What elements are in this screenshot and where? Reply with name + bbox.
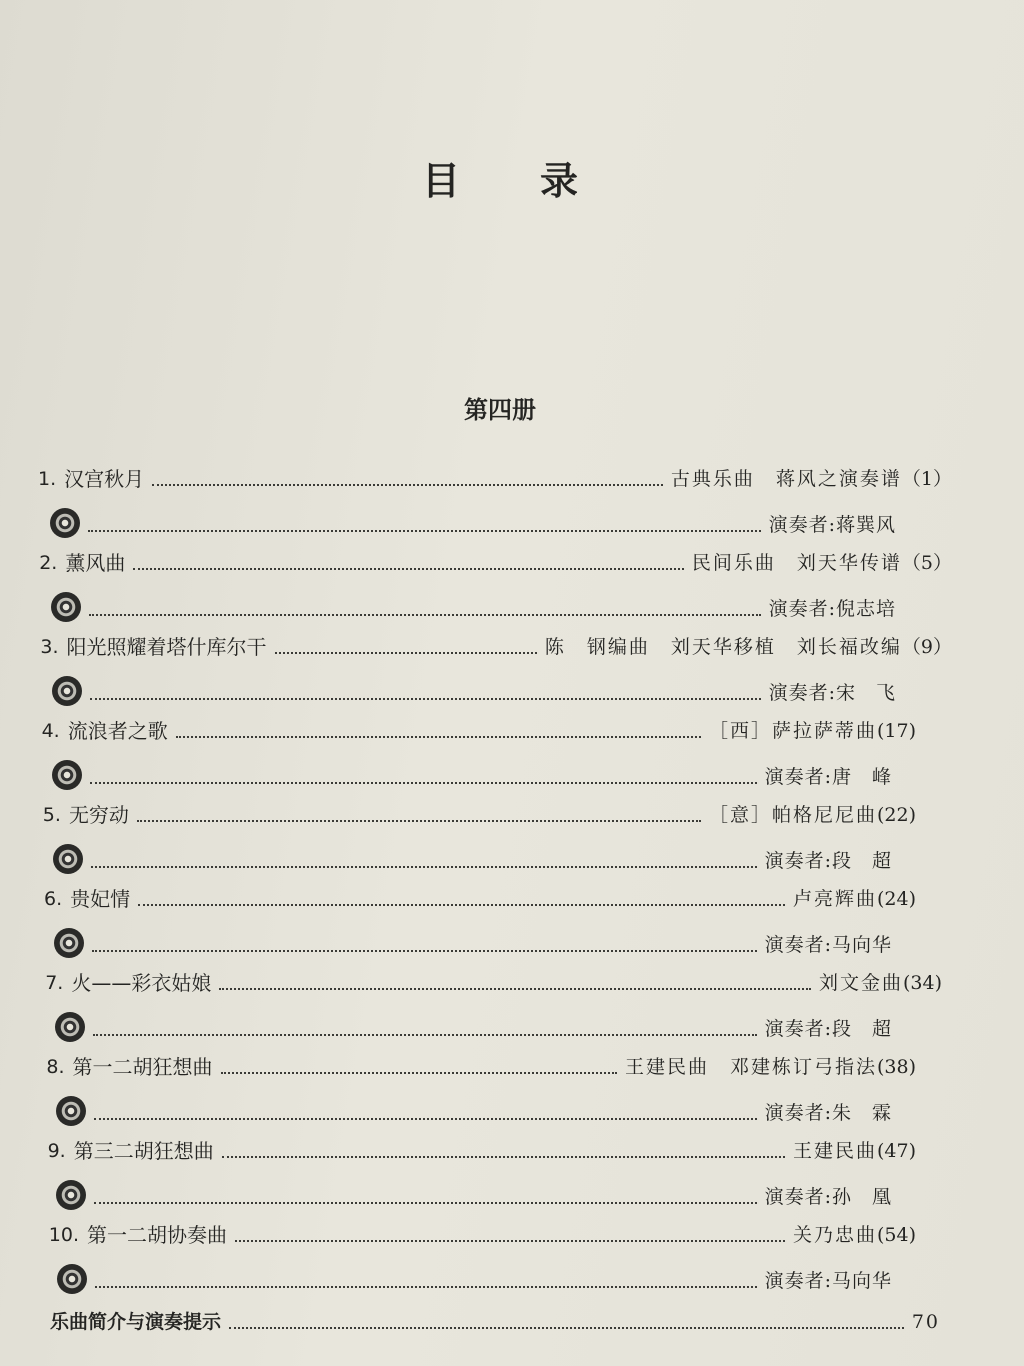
toc-entry[interactable] — [43, 802, 916, 828]
leader-dots — [229, 1327, 904, 1329]
entry-number: 7. — [45, 972, 64, 994]
cd-icon[interactable] — [51, 592, 81, 622]
entry-page: （1） — [901, 468, 952, 490]
entry-title: 第一二胡协奏曲 — [87, 1223, 228, 1247]
toc-entry[interactable] — [40, 634, 952, 660]
performer-row[interactable] — [52, 760, 892, 790]
leader-dots — [138, 904, 785, 906]
entry-number: 2. — [39, 552, 58, 574]
entry-page: （5） — [901, 552, 952, 574]
performer-name: 演奏者:朱 霖 — [764, 1102, 892, 1124]
entry-title: 贵妃情 — [70, 887, 131, 911]
entry-title: 薰风曲 — [65, 551, 126, 575]
entry-title: 汉宫秋月 — [64, 467, 145, 491]
performer-name: 演奏者:宋 飞 — [768, 682, 896, 704]
entry-credit: 民间乐曲 刘天华传谱（5） — [691, 552, 952, 574]
leader-dots — [94, 1118, 757, 1120]
leader-dots — [137, 820, 701, 822]
entry-page: (38) — [876, 1056, 916, 1078]
entry-credit: 刘文金曲(34) — [818, 972, 942, 994]
toc-entry[interactable] — [48, 1138, 916, 1164]
entry-number: 4. — [41, 720, 60, 742]
leader-dots — [90, 782, 756, 784]
toc-entry[interactable] — [39, 550, 952, 576]
footer-page: 70 — [911, 1311, 940, 1333]
toc-entry[interactable] — [45, 970, 942, 996]
entry-credit: 卢亮辉曲(24) — [792, 888, 916, 910]
leader-dots — [92, 950, 757, 952]
performer-row[interactable] — [56, 1096, 892, 1126]
leader-dots — [93, 1034, 757, 1036]
cd-icon[interactable] — [54, 928, 84, 958]
entry-credit: ［西］萨拉萨蒂曲(17) — [708, 720, 916, 742]
entry-title: 第三二胡狂想曲 — [73, 1139, 214, 1163]
entry-title: 火——彩衣姑娘 — [71, 971, 212, 995]
entry-title: 第一二胡狂想曲 — [72, 1055, 213, 1079]
performer-name: 演奏者:蒋巽风 — [768, 514, 896, 536]
performer-row[interactable] — [52, 676, 896, 706]
leader-dots — [88, 530, 761, 532]
entry-credit: 关乃忠曲(54) — [792, 1224, 916, 1246]
performer-row[interactable] — [57, 1264, 892, 1294]
leader-dots — [133, 568, 684, 570]
leader-dots — [94, 1202, 756, 1204]
entry-page: (34) — [902, 972, 942, 994]
cd-icon[interactable] — [50, 508, 80, 538]
performer-name: 演奏者:段 超 — [764, 850, 892, 872]
cd-icon[interactable] — [52, 760, 82, 790]
entry-number: 8. — [46, 1056, 65, 1078]
cd-icon[interactable] — [56, 1180, 86, 1210]
entry-credit: 王建民曲 邓建栋订弓指法(38) — [624, 1056, 916, 1078]
leader-dots — [219, 988, 811, 990]
cd-icon[interactable] — [57, 1264, 87, 1294]
toc-entry[interactable] — [38, 466, 952, 492]
entry-page: (47) — [876, 1140, 916, 1162]
cd-icon[interactable] — [56, 1096, 86, 1126]
performer-name: 演奏者:唐 峰 — [764, 766, 892, 788]
performer-row[interactable] — [50, 508, 896, 538]
performer-row[interactable] — [56, 1180, 892, 1210]
entry-title: 阳光照耀着塔什库尔干 — [66, 635, 267, 659]
entry-credit: ［意］帕格尼尼曲(22) — [708, 804, 916, 826]
leader-dots — [176, 736, 701, 738]
leader-dots — [222, 1156, 785, 1158]
title-char-left: 目 — [421, 159, 460, 203]
performer-name: 演奏者:倪志培 — [768, 598, 896, 620]
performer-row[interactable] — [53, 844, 892, 874]
performer-name: 演奏者:孙 凰 — [764, 1186, 892, 1208]
leader-dots — [152, 484, 663, 486]
leader-dots — [89, 614, 761, 616]
entry-number: 3. — [40, 636, 59, 658]
entry-title: 无穷动 — [68, 803, 129, 827]
leader-dots — [95, 1286, 756, 1288]
cd-icon[interactable] — [52, 676, 82, 706]
toc-entry[interactable] — [46, 1054, 916, 1080]
entry-number: 1. — [38, 468, 57, 490]
entry-title: 流浪者之歌 — [67, 719, 168, 743]
performer-name: 演奏者:马向华 — [764, 1270, 892, 1292]
entry-credit: 王建民曲(47) — [792, 1140, 916, 1162]
entry-number: 9. — [47, 1140, 66, 1162]
leader-dots — [221, 1072, 617, 1074]
entry-page: (24) — [876, 888, 916, 910]
performer-name: 演奏者:马向华 — [764, 934, 892, 956]
leader-dots — [90, 698, 761, 700]
toc-entry[interactable] — [44, 886, 916, 912]
entry-number: 10. — [48, 1224, 80, 1246]
entry-number: 6. — [44, 888, 63, 910]
entry-number: 5. — [42, 804, 61, 826]
performer-row[interactable] — [55, 1012, 892, 1042]
title-char-right: 录 — [540, 159, 579, 203]
entry-page: (17) — [876, 720, 916, 742]
leader-dots — [91, 866, 756, 868]
leader-dots — [235, 1240, 785, 1242]
performer-row[interactable] — [54, 928, 892, 958]
performer-row[interactable] — [51, 592, 896, 622]
toc-entry[interactable] — [49, 1222, 916, 1248]
entry-credit: 陈 钢编曲 刘天华移植 刘长福改编（9） — [544, 636, 952, 658]
footer-title: 乐曲简介与演奏提示 — [50, 1311, 222, 1333]
entry-page: (54) — [876, 1224, 916, 1246]
leader-dots — [275, 652, 537, 654]
volume-title: 第四册 — [464, 396, 536, 424]
toc-entry[interactable] — [42, 718, 916, 744]
entry-page: (22) — [876, 804, 916, 826]
page-title — [0, 150, 1000, 205]
cd-icon[interactable] — [55, 1012, 85, 1042]
cd-icon[interactable] — [53, 844, 83, 874]
toc-footer-entry[interactable] — [50, 1309, 940, 1335]
performer-name: 演奏者:段 超 — [764, 1018, 892, 1040]
entry-credit: 古典乐曲 蒋风之演奏谱（1） — [670, 468, 952, 490]
entry-page: （9） — [901, 636, 952, 658]
